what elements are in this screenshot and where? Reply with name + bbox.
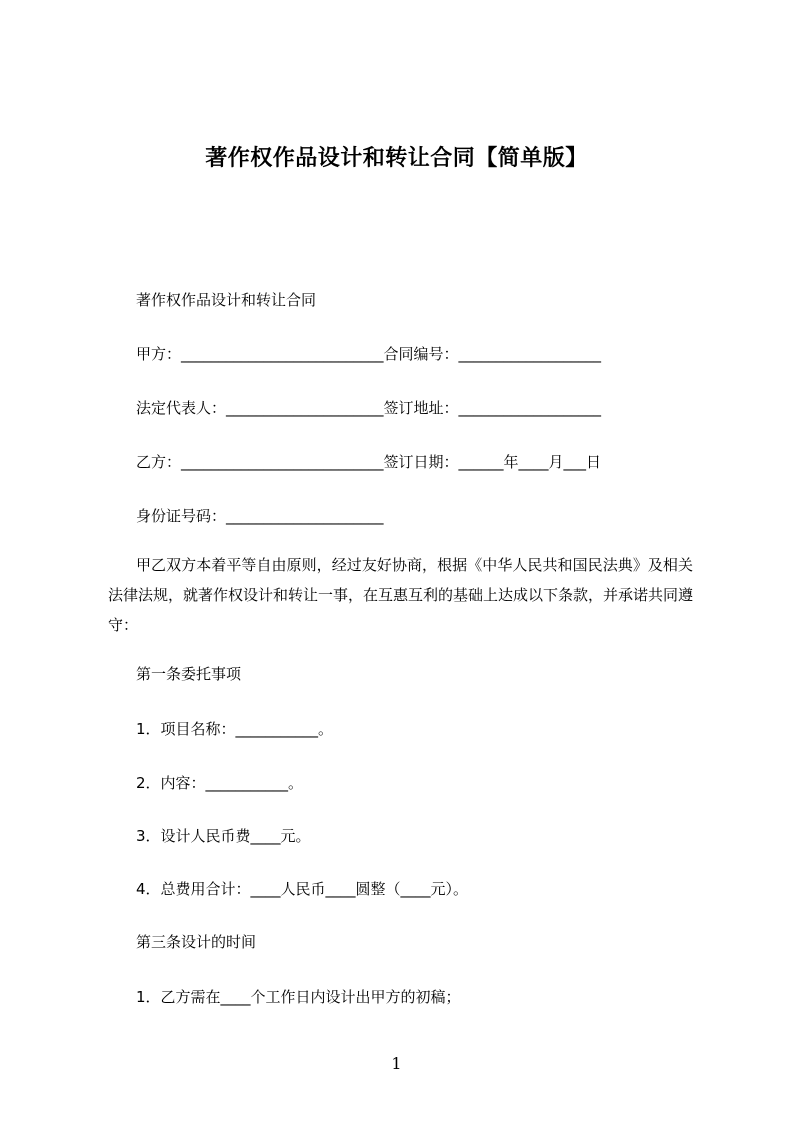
contract-subtitle: 著作权作品设计和转让合同 — [136, 291, 317, 309]
id-number-line: 身份证号码：_____________________ — [136, 507, 384, 525]
document-title: 著作权作品设计和转让合同【简单版】 — [205, 146, 588, 171]
item-first-draft-deadline: 1．乙方需在____个工作日内设计出甲方的初稿； — [136, 988, 461, 1006]
page-number: 1 — [391, 1054, 402, 1073]
preamble-paragraph: 甲乙双方本着平等自由原则，经过友好协商，根据《中华人民共和国民法典》及相关法律法规，就著作权设计和转让一事，在互惠互利的基础上达成以下条款，并承诺共同遵守： — [108, 556, 694, 634]
legal-representative-line: 法定代表人：_____________________签订地址：___________________ — [136, 399, 602, 417]
item-project-name: 1．项目名称：___________。 — [136, 720, 334, 738]
article-1-heading: 第一条委托事项 — [136, 665, 242, 683]
item-content: 2．内容：___________。 — [136, 774, 304, 792]
party-a-line: 甲方：___________________________合同编号：___________________ — [136, 345, 602, 363]
party-b-line: 乙方：___________________________签订日期：______年____月___日 — [136, 453, 602, 471]
article-3-heading: 第三条设计的时间 — [136, 933, 257, 951]
item-design-fee: 3．设计人民币费____元。 — [136, 827, 311, 845]
item-total-fee: 4．总费用合计：____人民币____圆整（____元）。 — [136, 880, 469, 898]
